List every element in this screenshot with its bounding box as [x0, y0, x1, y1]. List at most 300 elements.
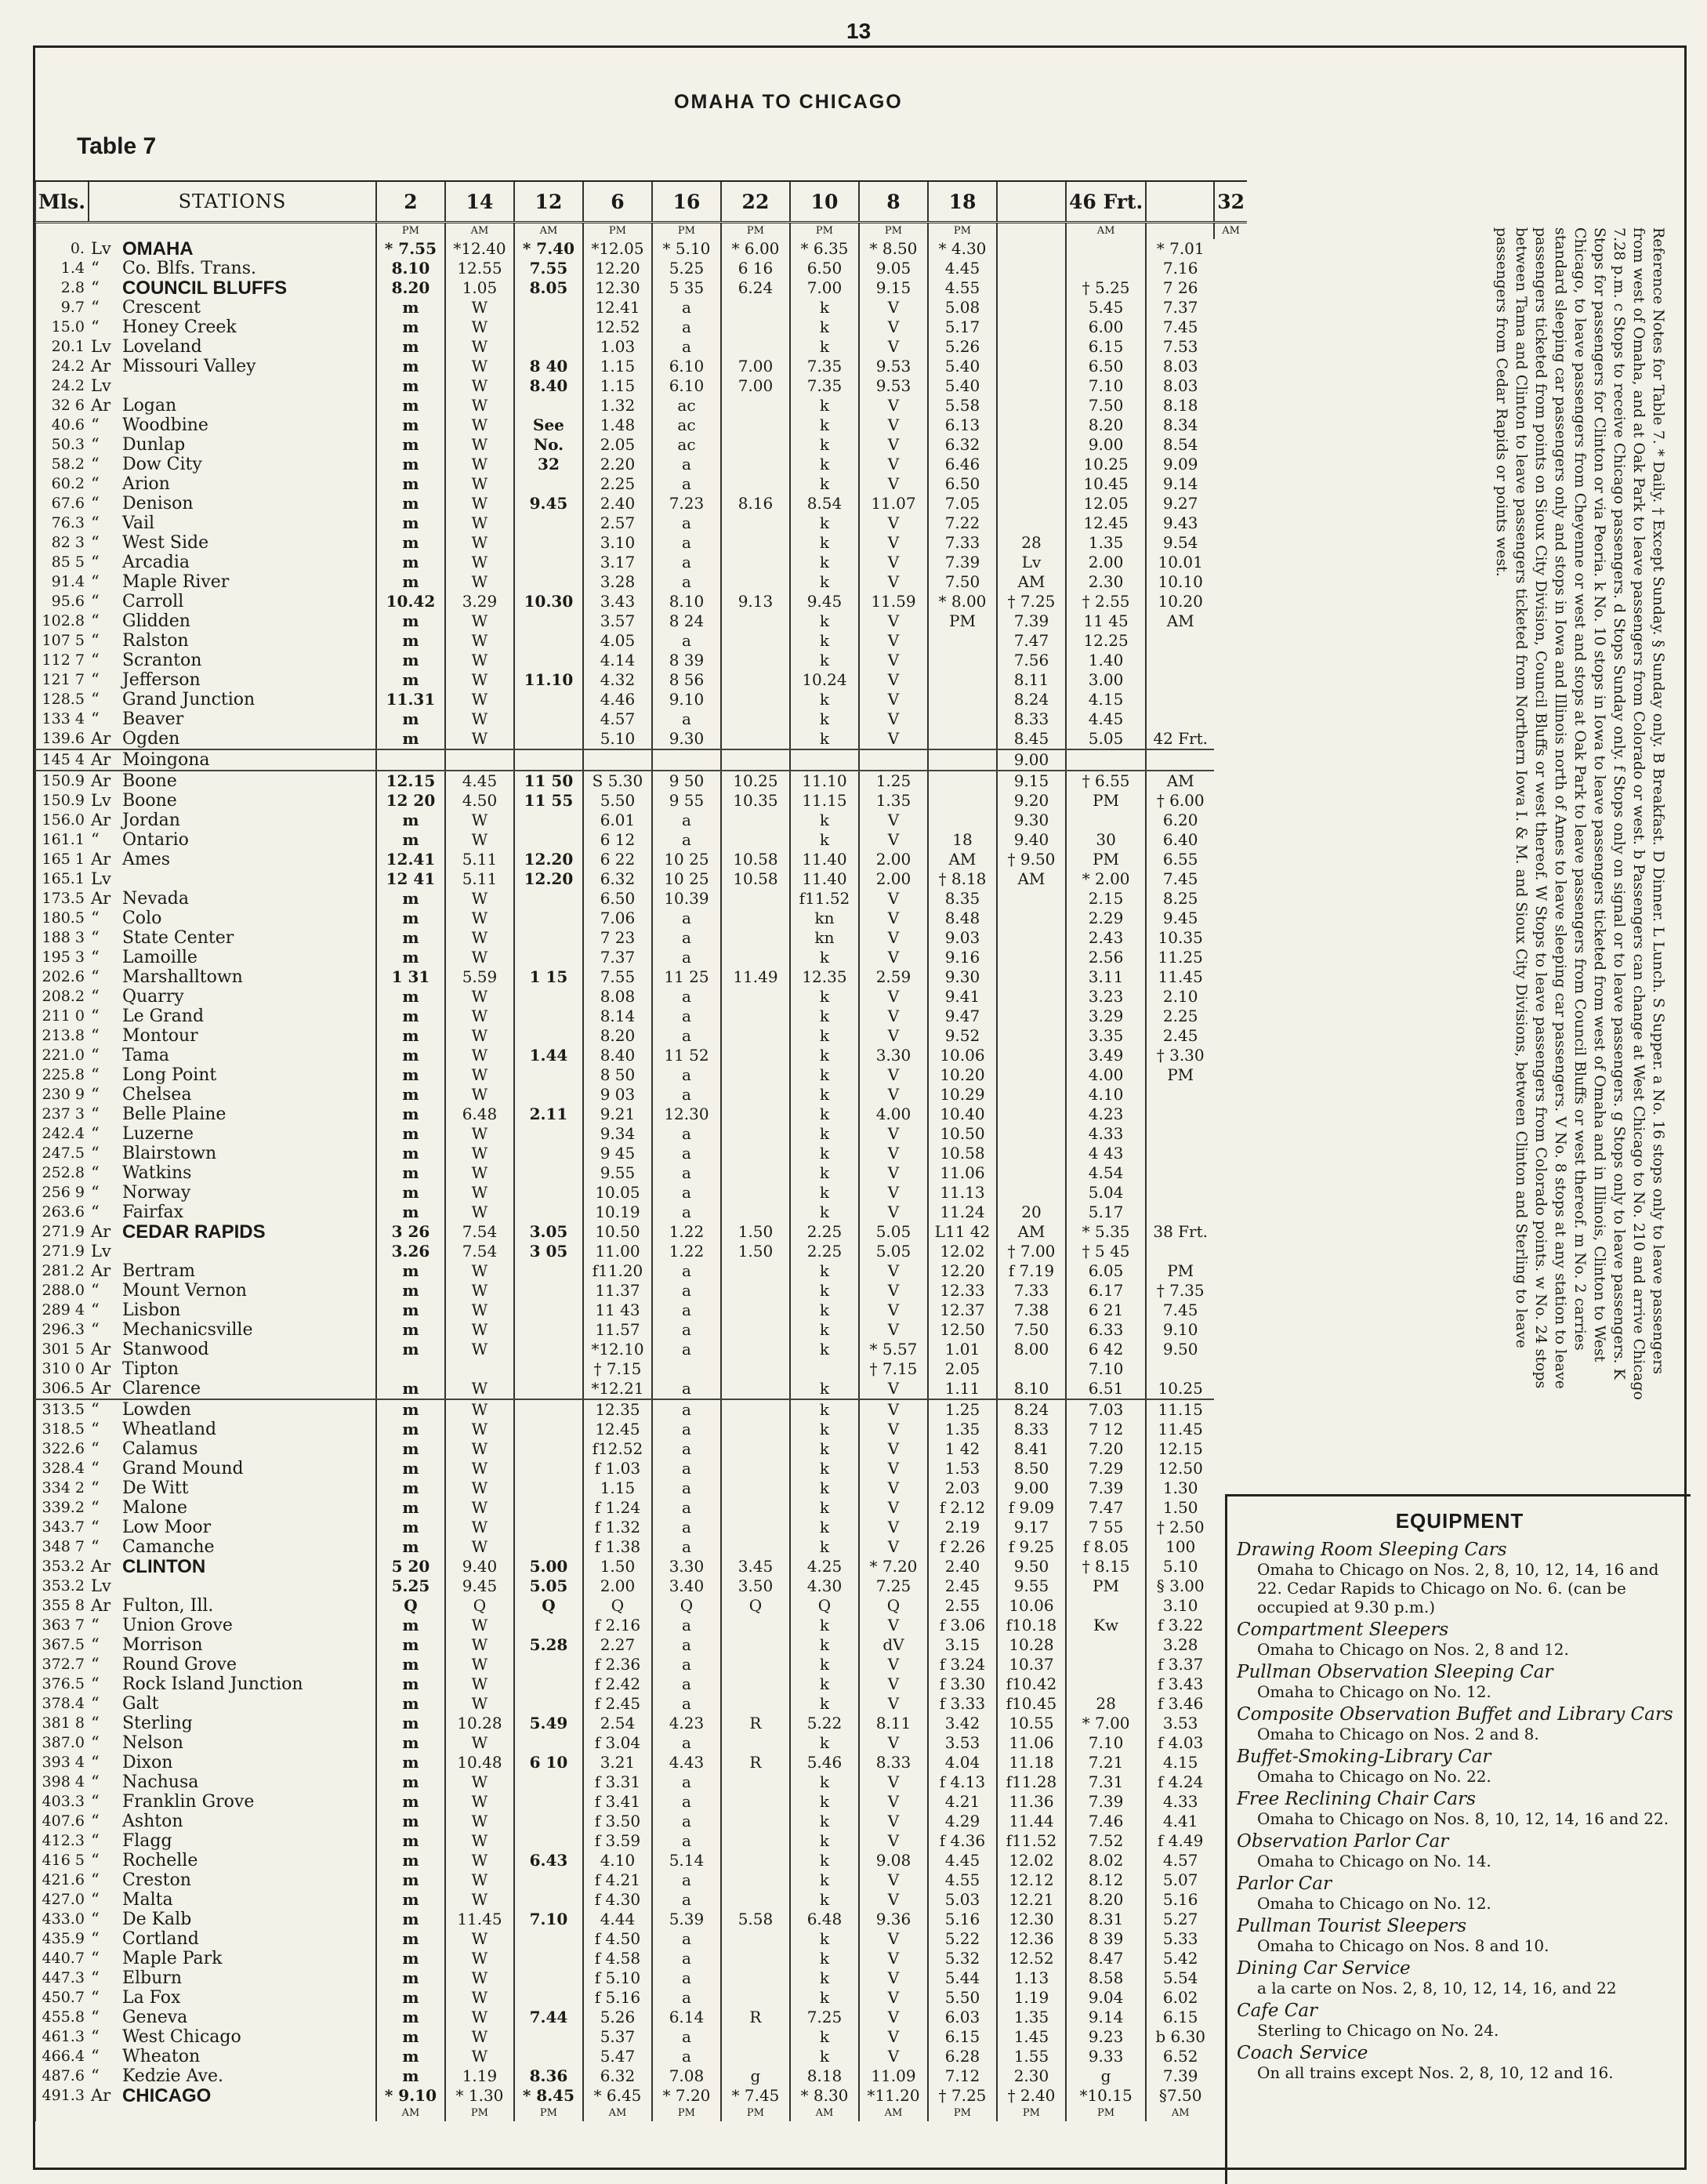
mileage-cell: 271.9	[35, 1222, 89, 1242]
time-cell: 2.25	[583, 474, 652, 494]
time-cell: 5.50	[928, 1988, 997, 2008]
time-cell	[514, 1340, 583, 1359]
time-cell	[721, 889, 790, 909]
time-cell: W	[445, 1144, 514, 1163]
time-cell: 32	[514, 455, 583, 474]
time-cell: W	[445, 1812, 514, 1831]
time-cell: 5.44	[928, 1968, 997, 1988]
time-cell: m	[376, 1537, 445, 1557]
time-cell: 1.35	[1066, 533, 1146, 553]
station-name: La Fox	[121, 1988, 181, 2008]
time-cell: m	[376, 1320, 445, 1340]
station-name: Blairstown	[121, 1144, 217, 1163]
time-cell: 12.30	[583, 278, 652, 298]
time-cell: 6.43	[514, 1851, 583, 1870]
mileage-cell: 398 4	[35, 1772, 89, 1792]
reference-notes-text: Reference Notes for Table 7. * Daily. † Except Sunday. § Sunday only. B Breakfast. D Dinner. L Lunch. S Supper. a No. 16 stops only to leave passengers from west of Omaha, and at Oak Park to leave passengers from Colorado or west. b Passengers can change at West Chicago to No. 210 and arrive Chicago 7.28 p.m. c Stops to receive Chicago passengers. d Stops Sunday only. f Stops only on signal or to leave passengers. g Stops only to leave passengers. K Stops for passengers for Clinton or via Peoria. k No. 10 stops in Iowa to leave passengers ticketed from west of Omaha and in Illinois, Clinton to West Chicago, to leave passengers from Cheyenne or west and stops at Oak Park to leave passengers from Council Bluffs or west thereof. m No. 2 carries standard sleeping car passengers only and stops in Iowa and Illinois north of Ames to leave sleeping car passengers. V No. 8 stops at any station to leave passengers ticketed from points on Sioux City Division, Council Bluffs or west thereof. W Stops to leave passengers from Colorado points. w No. 24 stops between Tama and Clinton to leave passengers ticketed from Northern Iowa I. & M. and Sioux City Divisions, between Clinton and Sterling to leave passengers from Cedar Rapids or points west.	[1493, 227, 1667, 1400]
time-cell	[721, 1478, 790, 1498]
time-cell: k	[790, 1616, 859, 1635]
time-cell: V	[859, 1459, 928, 1478]
time-cell: 4.45	[928, 1851, 997, 1870]
arr-dep-cell: “	[90, 1870, 100, 1889]
time-cell	[514, 317, 583, 337]
arr-dep-cell: Lv	[90, 337, 111, 356]
time-cell: W	[445, 1498, 514, 1518]
time-cell: 11.36	[997, 1792, 1066, 1812]
time-cell: W	[445, 729, 514, 749]
time-cell: 9.14	[1146, 474, 1214, 494]
station-name: Boone	[121, 791, 177, 811]
time-cell: W	[445, 1518, 514, 1537]
time-cell: 6.05	[1066, 1261, 1146, 1281]
header-row	[35, 181, 1247, 223]
time-cell	[721, 709, 790, 729]
time-cell: 11.06	[997, 1733, 1066, 1753]
time-cell: 11 50	[514, 771, 583, 791]
time-cell: 9 45	[583, 1144, 652, 1163]
time-cell	[514, 1518, 583, 1537]
time-cell	[1066, 749, 1146, 771]
time-cell: k	[790, 1261, 859, 1281]
table-row	[35, 1635, 1247, 1655]
table-row	[35, 553, 1247, 572]
time-cell	[514, 2047, 583, 2066]
time-cell: k	[790, 1968, 859, 1988]
station-name: Stanwood	[121, 1340, 209, 1359]
time-cell: k	[790, 709, 859, 729]
time-cell: f 3.06	[928, 1616, 997, 1635]
time-cell: 9.00	[997, 749, 1066, 771]
time-cell: 7.23	[652, 494, 721, 513]
time-cell: 8.34	[1146, 415, 1214, 435]
time-cell: m	[376, 1340, 445, 1359]
time-cell: V	[859, 1478, 928, 1498]
equipment-detail: Omaha to Chicago on No. 12.	[1257, 1894, 1491, 1913]
station-name	[120, 1576, 376, 1596]
station-name: Franklin Grove	[121, 1792, 255, 1812]
equipment-category: Pullman Observation Sleeping Car	[1237, 1662, 1553, 1682]
time-cell: a	[652, 1281, 721, 1301]
time-cell: 7.52	[1066, 1831, 1146, 1851]
station-name: Boone	[121, 771, 177, 791]
time-cell: 7.39	[928, 553, 997, 572]
time-cell: 1.44	[514, 1046, 583, 1065]
time-cell: W	[445, 1655, 514, 1674]
time-cell	[514, 1459, 583, 1478]
time-cell	[721, 317, 790, 337]
time-cell: W	[445, 474, 514, 494]
table-row	[35, 869, 1247, 889]
table-row	[35, 1772, 1247, 1792]
time-cell: V	[859, 1890, 928, 1910]
time-cell: 5.04	[1066, 1183, 1146, 1203]
time-cell: *11.20	[859, 2086, 928, 2106]
time-cell: k	[790, 396, 859, 415]
time-cell	[721, 1890, 790, 1910]
time-cell: 5.37	[583, 2027, 652, 2047]
time-cell: W	[445, 1065, 514, 1085]
time-cell: 5.40	[928, 376, 997, 396]
time-cell: 38 Frt.	[1146, 1222, 1214, 1242]
time-cell: V	[859, 1616, 928, 1635]
time-cell: 5.03	[928, 1890, 997, 1910]
time-cell	[721, 1420, 790, 1439]
arr-dep-cell: “	[90, 967, 100, 986]
time-cell: f 1.38	[583, 1537, 652, 1557]
table-row	[35, 1910, 1247, 1929]
mileage-cell: 208.2	[35, 987, 89, 1007]
station-name: Wheaton	[121, 2047, 201, 2066]
time-cell: 5.47	[583, 2047, 652, 2066]
time-cell: k	[790, 1478, 859, 1498]
time-cell: Q	[790, 1596, 859, 1616]
time-cell	[514, 1399, 583, 1420]
time-cell: * 4.30	[928, 239, 997, 259]
station-name: Grand Mound	[121, 1459, 244, 1478]
ampm-cell: PM	[721, 2106, 790, 2121]
table-row	[35, 749, 1247, 771]
time-cell: a	[652, 1616, 721, 1635]
ampm-cell: PM	[928, 2106, 997, 2121]
time-cell: b 6.30	[1146, 2027, 1214, 2047]
time-cell: 7.10	[1066, 376, 1146, 396]
time-cell: 7.39	[1146, 2066, 1214, 2086]
station-name: West Side	[121, 533, 209, 553]
time-cell: 12.20	[583, 259, 652, 278]
time-cell	[376, 1359, 445, 1379]
time-cell: 28	[1066, 1694, 1146, 1714]
time-cell: k	[790, 729, 859, 749]
time-cell	[721, 1046, 790, 1065]
time-cell: 5.10	[1146, 1557, 1214, 1576]
time-cell: V	[859, 1772, 928, 1792]
time-cell: 9.45	[790, 592, 859, 611]
time-cell: 7.35	[790, 376, 859, 396]
time-cell: 7.46	[1066, 1812, 1146, 1831]
time-cell: k	[790, 1655, 859, 1674]
time-cell	[514, 709, 583, 729]
time-cell: 1.11	[928, 1379, 997, 1399]
time-cell	[928, 709, 997, 729]
ampm-cell: PM	[652, 223, 721, 240]
time-cell: V	[859, 1301, 928, 1320]
arr-dep-cell: “	[90, 1655, 100, 1674]
ampm-row	[35, 223, 1247, 240]
time-cell	[514, 572, 583, 592]
time-cell: k	[790, 513, 859, 533]
table-row	[35, 771, 1247, 791]
time-cell: 5.16	[1146, 1890, 1214, 1910]
time-cell	[514, 889, 583, 909]
table-row	[35, 1124, 1247, 1144]
time-cell: 2.00	[583, 1576, 652, 1596]
time-cell: f 4.49	[1146, 1831, 1214, 1851]
station-name: Belle Plaine	[121, 1105, 227, 1124]
time-cell: 2.00	[859, 850, 928, 869]
table-row	[35, 690, 1247, 709]
time-cell: f11.52	[997, 1831, 1066, 1851]
time-cell: 4.23	[1066, 1105, 1146, 1124]
time-cell	[721, 729, 790, 749]
station-name: Carroll	[121, 592, 184, 611]
table-row	[35, 1439, 1247, 1459]
time-cell: 7.20	[1066, 1439, 1146, 1459]
time-cell	[928, 811, 997, 830]
time-cell	[721, 651, 790, 670]
time-cell	[721, 749, 790, 771]
time-cell: 9.54	[1146, 533, 1214, 553]
ampm-bottom-row	[35, 2106, 1247, 2121]
time-cell: * 8.30	[790, 2086, 859, 2106]
time-cell: 4.21	[928, 1792, 997, 1812]
table-row	[35, 1655, 1247, 1674]
time-cell: 7.10	[514, 1910, 583, 1929]
station-name: Jordan	[121, 811, 180, 830]
arr-dep-cell: “	[90, 651, 100, 669]
time-cell: 28	[997, 533, 1066, 553]
time-cell	[721, 435, 790, 455]
time-cell: 5.27	[1146, 1910, 1214, 1929]
time-cell: 7.45	[1146, 869, 1214, 889]
station-name: Marshalltown	[121, 967, 243, 987]
time-cell: AM	[1146, 771, 1214, 791]
time-cell: W	[445, 455, 514, 474]
time-cell: m	[376, 513, 445, 533]
arr-dep-cell: “	[90, 553, 100, 571]
time-cell	[1146, 1124, 1214, 1144]
mileage-cell: 20.1	[35, 337, 89, 357]
time-cell: 4.23	[652, 1714, 721, 1733]
time-cell: 8.03	[1146, 376, 1214, 396]
time-cell	[721, 690, 790, 709]
time-cell	[721, 1870, 790, 1890]
time-cell	[514, 1870, 583, 1890]
mileage-cell: 95.6	[35, 592, 89, 611]
time-cell: f 4.21	[583, 1870, 652, 1890]
timetable-page	[16, 16, 1693, 2156]
time-cell: 5.05	[514, 1576, 583, 1596]
time-cell: 10.58	[721, 850, 790, 869]
time-cell: k	[790, 1144, 859, 1163]
station-name: Grand Junction	[121, 690, 256, 709]
time-cell	[721, 474, 790, 494]
time-cell: 10.50	[928, 1124, 997, 1144]
arr-dep-cell: “	[90, 2008, 100, 2026]
table-row	[35, 1222, 1247, 1242]
table-row	[35, 259, 1247, 278]
time-cell: 9.05	[859, 259, 928, 278]
time-cell: 9.47	[928, 1007, 997, 1026]
time-cell: 7.39	[1066, 1478, 1146, 1498]
mileage-cell: 32 6	[35, 396, 89, 415]
time-cell: 4.00	[1066, 1065, 1146, 1085]
time-cell: 12.20	[514, 850, 583, 869]
time-cell: m	[376, 1910, 445, 1929]
time-cell	[514, 1085, 583, 1105]
time-cell: 5.58	[928, 396, 997, 415]
time-cell: m	[376, 1124, 445, 1144]
time-cell	[997, 278, 1066, 298]
station-name: COUNCIL BLUFFS	[121, 278, 288, 299]
time-cell: 11.45	[445, 1910, 514, 1929]
time-cell: m	[376, 1831, 445, 1851]
time-cell: 7.29	[1066, 1459, 1146, 1478]
time-cell	[514, 1674, 583, 1694]
table-row	[35, 1537, 1247, 1557]
time-cell	[1146, 670, 1214, 690]
time-cell: 12.15	[376, 771, 445, 791]
time-cell: 10.30	[514, 592, 583, 611]
table-row	[35, 909, 1247, 928]
time-cell	[514, 1281, 583, 1301]
timetable-body	[35, 223, 1247, 2122]
time-cell	[514, 1772, 583, 1792]
time-cell: *10.15	[1066, 2086, 1146, 2106]
table-row	[35, 928, 1247, 948]
time-cell: 20	[997, 1203, 1066, 1222]
time-cell: m	[376, 1694, 445, 1714]
time-cell: m	[376, 1439, 445, 1459]
station-name: Fairfax	[121, 1203, 184, 1222]
time-cell	[721, 298, 790, 317]
time-cell	[1146, 651, 1214, 670]
time-cell	[997, 967, 1066, 987]
time-cell: † 2.50	[1146, 1518, 1214, 1537]
time-cell: * 7.40	[514, 239, 583, 259]
table-row	[35, 948, 1247, 967]
time-cell	[721, 1518, 790, 1537]
time-cell: 2.10	[1146, 987, 1214, 1007]
time-cell	[721, 2027, 790, 2047]
time-cell: Q	[376, 1596, 445, 1616]
time-cell: W	[445, 1439, 514, 1459]
mileage-cell: 435.9	[35, 1929, 89, 1949]
arr-dep-cell: “	[90, 1203, 100, 1221]
time-cell: 4.05	[583, 631, 652, 651]
time-cell: 7.16	[1146, 259, 1214, 278]
station-name: Dow City	[121, 455, 202, 474]
time-cell: 2.56	[1066, 948, 1146, 967]
mileage-cell: 455.8	[35, 2008, 89, 2027]
time-cell: a	[652, 1518, 721, 1537]
arr-dep-cell: “	[90, 1674, 100, 1693]
mileage-cell: 487.6	[35, 2066, 89, 2086]
time-cell	[1146, 1183, 1214, 1203]
time-cell: a	[652, 1890, 721, 1910]
time-cell: 2.03	[928, 1478, 997, 1498]
table-row	[35, 709, 1247, 729]
time-cell: V	[859, 1026, 928, 1046]
station-name: Clarence	[120, 1379, 376, 1399]
table-row	[35, 830, 1247, 850]
time-cell: W	[445, 376, 514, 396]
time-cell: 7.35	[790, 357, 859, 376]
mileage-cell: 58.2	[35, 455, 89, 474]
time-cell: m	[376, 670, 445, 690]
ampm-cell: AM	[514, 223, 583, 240]
time-cell: 4 43	[1066, 1144, 1146, 1163]
arr-dep-cell: “	[90, 631, 100, 650]
time-cell: 2.00	[1066, 553, 1146, 572]
table-row	[35, 1281, 1247, 1301]
station-name: Malta	[121, 1890, 173, 1910]
arr-dep-cell: “	[90, 928, 100, 947]
time-cell: W	[445, 1635, 514, 1655]
time-cell: m	[376, 1733, 445, 1753]
time-cell: 5.25	[376, 1576, 445, 1596]
time-cell: 7.10	[1066, 1733, 1146, 1753]
time-cell: 9.53	[859, 376, 928, 396]
time-cell: S 5.30	[583, 771, 652, 791]
time-cell: a	[652, 1439, 721, 1459]
time-cell: V	[859, 513, 928, 533]
table-row	[35, 1065, 1247, 1085]
time-cell	[721, 513, 790, 533]
arr-dep-cell: “	[90, 1183, 100, 1202]
time-cell: k	[790, 1851, 859, 1870]
time-cell	[721, 670, 790, 690]
time-cell	[721, 1007, 790, 1026]
time-cell: V	[859, 1792, 928, 1812]
equipment-category: Buffet-Smoking-Library Car	[1237, 1747, 1491, 1767]
table-row	[35, 1988, 1247, 2008]
time-cell: * 7.01	[1146, 239, 1214, 259]
time-cell: k	[790, 1026, 859, 1046]
table-row	[35, 1399, 1247, 1420]
time-cell: a	[652, 2027, 721, 2047]
time-cell: f 3.46	[1146, 1694, 1214, 1714]
mileage-cell: 378.4	[35, 1694, 89, 1714]
time-cell: k	[790, 811, 859, 830]
time-cell: k	[790, 1674, 859, 1694]
time-cell: 1.50	[1146, 1498, 1214, 1518]
time-cell: 1.05	[445, 278, 514, 298]
time-cell: k	[790, 1772, 859, 1792]
time-cell: m	[376, 729, 445, 749]
time-cell: f 1.24	[583, 1498, 652, 1518]
time-cell: a	[652, 553, 721, 572]
time-cell: m	[376, 1851, 445, 1870]
time-cell: f10.18	[997, 1616, 1066, 1635]
time-cell	[721, 1537, 790, 1557]
time-cell: 3.30	[652, 1557, 721, 1576]
time-cell: 5.00	[514, 1557, 583, 1576]
time-cell: a	[652, 1340, 721, 1359]
time-cell: 12.45	[583, 1420, 652, 1439]
station-name: Arion	[121, 474, 170, 494]
time-cell: 5.22	[790, 1714, 859, 1733]
time-cell: 1.40	[1066, 651, 1146, 670]
time-cell: † 9.50	[997, 850, 1066, 869]
time-cell: No.	[514, 435, 583, 455]
station-name: Mount Vernon	[121, 1281, 247, 1301]
arr-dep-cell: “	[90, 1890, 100, 1909]
time-cell: a	[652, 1085, 721, 1105]
time-cell: 6 21	[1066, 1301, 1146, 1320]
time-cell: 12.02	[997, 1851, 1066, 1870]
time-cell: 11.18	[997, 1753, 1066, 1772]
time-cell: 9.40	[445, 1557, 514, 1576]
time-cell: 1.53	[928, 1459, 997, 1478]
arr-dep-cell: Ar	[90, 396, 111, 415]
time-cell	[514, 1183, 583, 1203]
time-cell: W	[445, 396, 514, 415]
station-name: West Chicago	[121, 2027, 241, 2047]
mileage-cell: 76.3	[35, 513, 89, 533]
time-cell: * 8.50	[859, 239, 928, 259]
arr-dep-cell: “	[90, 317, 100, 336]
time-cell: 7.21	[1066, 1753, 1146, 1772]
